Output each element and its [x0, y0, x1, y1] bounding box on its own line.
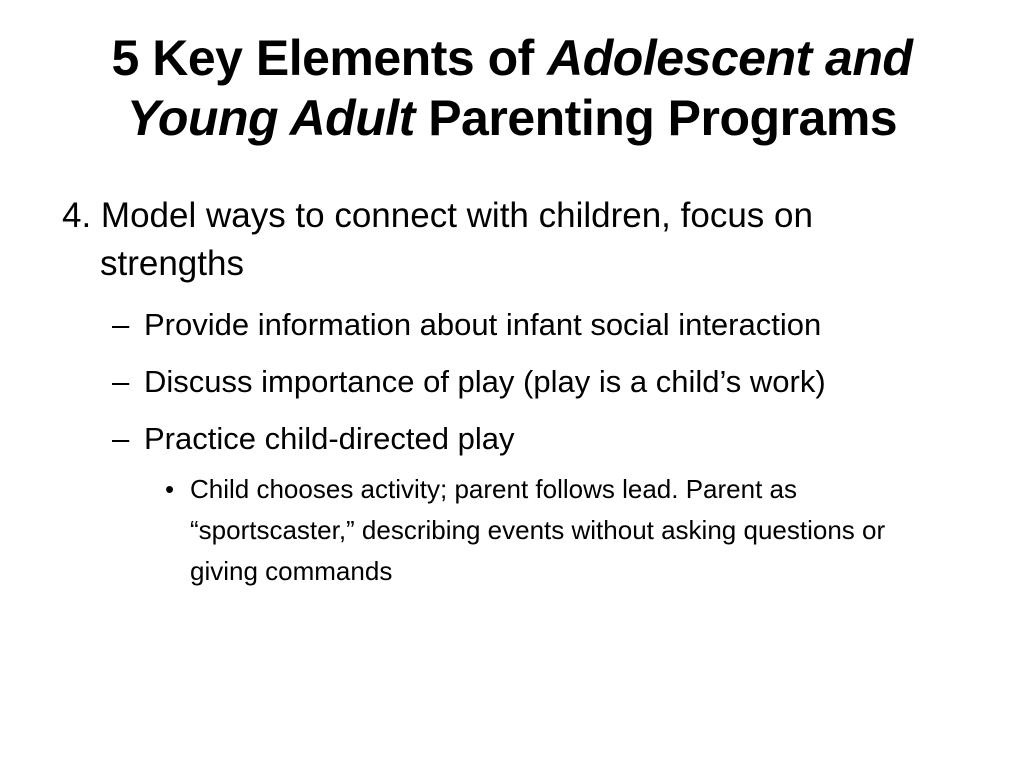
sub-sub-bullet-text: Child chooses activity; parent follows lead. Parent as “sportscaster,” describing events without asking questions or giving commands [190, 474, 886, 586]
title-line-2 [40, 88, 984, 148]
sub-bullet-text: Provide information about infant social interaction [144, 307, 822, 342]
sub-bullet-1 [62, 305, 992, 345]
slide-title [40, 28, 984, 148]
main-point: 4. Model ways to connect with children, focus on strengths [62, 196, 813, 283]
title-line-1 [40, 28, 984, 88]
sub-bullet-text: Practice child-directed play [144, 421, 515, 456]
bullet-marker: • [165, 474, 175, 504]
slide-body [62, 192, 992, 592]
sub-bullet-2 [62, 362, 992, 402]
sub-sub-bullet [62, 469, 890, 592]
dash-marker: – [112, 421, 130, 456]
sub-bullet-text: Discuss importance of play (play is a child’s work) [144, 364, 826, 399]
sub-bullet-3 [62, 419, 992, 459]
dash-marker: – [112, 364, 130, 399]
title-text-1: 5 Key Elements of [111, 30, 548, 86]
title-text-2: Parenting Programs [414, 90, 898, 146]
dash-marker: – [112, 307, 130, 342]
title-emphasis-1: Adolescent and [547, 30, 913, 86]
title-emphasis-2: Young Adult [126, 90, 415, 146]
